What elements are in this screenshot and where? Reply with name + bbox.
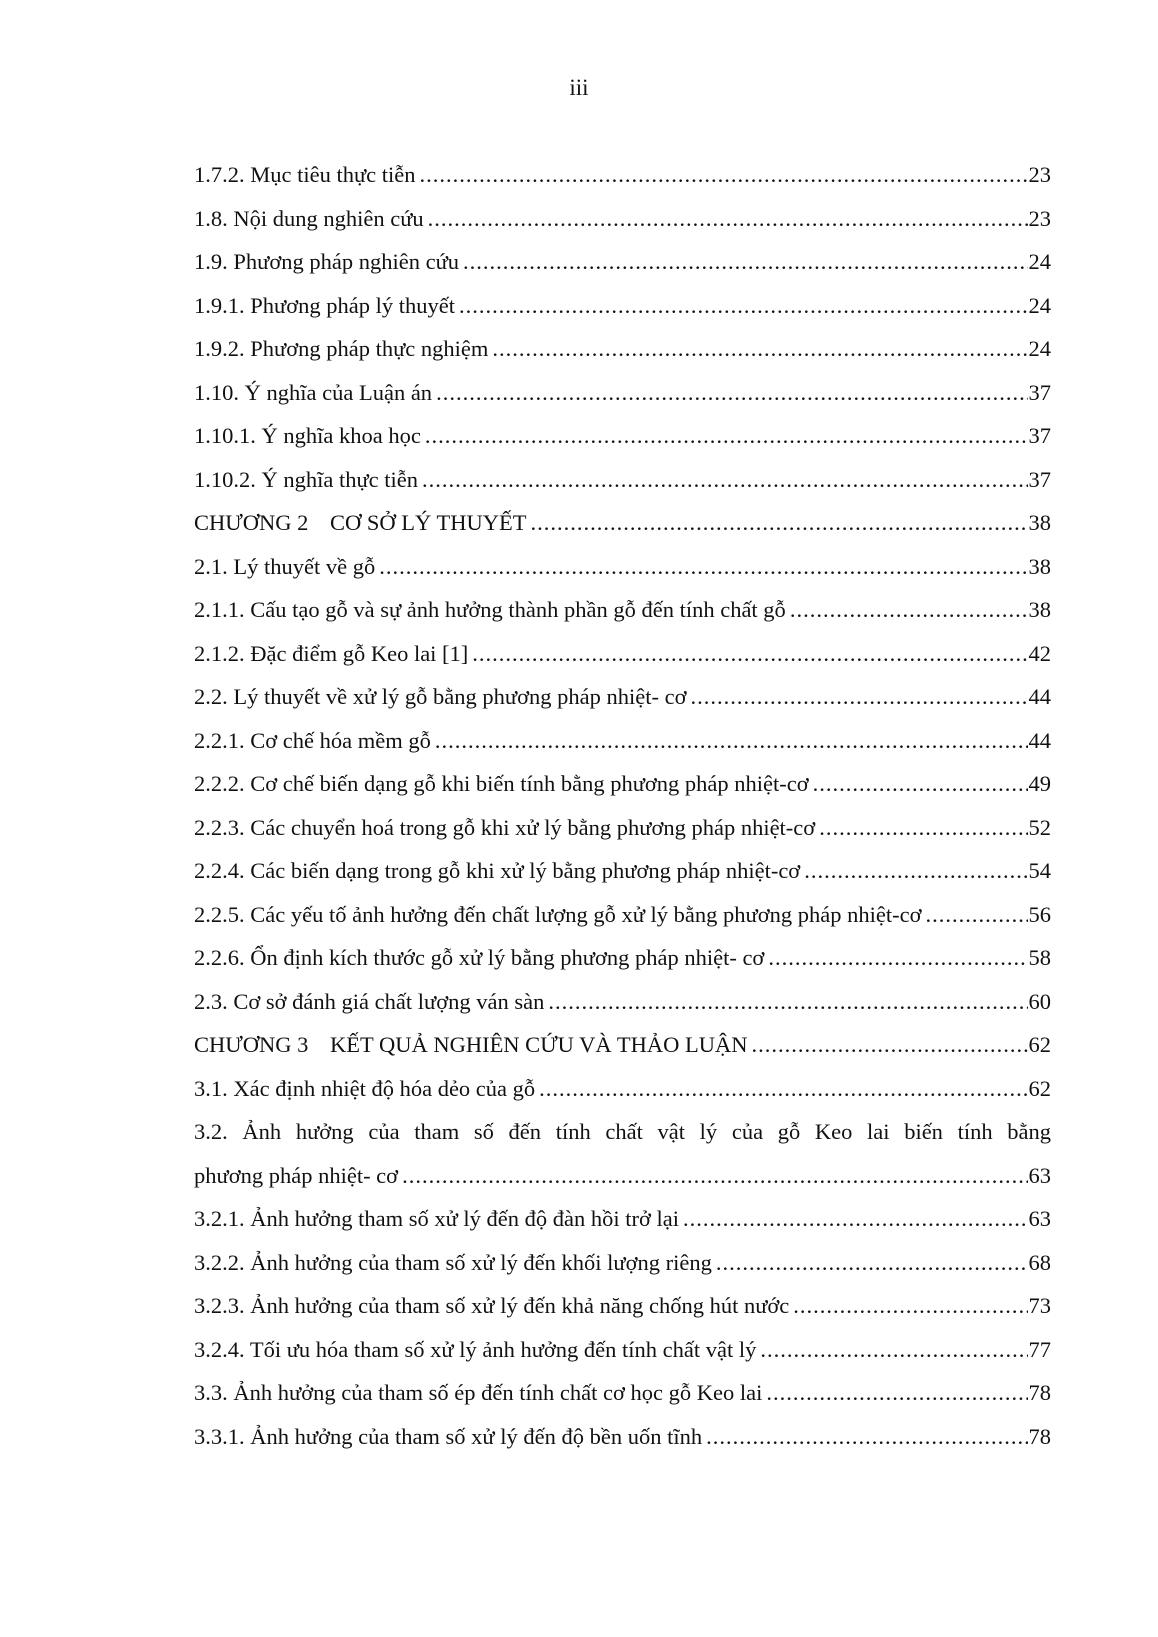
toc-entry-page: 54 <box>1028 858 1051 883</box>
toc-chapter-number: CHƯƠNG 2 <box>194 510 309 535</box>
toc-dot-leader <box>422 458 1027 502</box>
toc-entry-page: 38 <box>1028 553 1051 579</box>
toc-dot-leader <box>492 327 1027 371</box>
toc-entry-label: 3.3. Ảnh hưởng của tham số ép đến tính chất cơ học gỗ Keo lai <box>194 1380 763 1405</box>
toc-entry-page: 52 <box>1028 814 1051 840</box>
toc-entry-page: 77 <box>1028 1336 1051 1362</box>
toc-entry <box>194 414 1051 458</box>
toc-entry <box>194 197 1051 241</box>
toc-entry-page: 63 <box>1028 1206 1051 1231</box>
toc-entry-page: 78 <box>1028 1380 1051 1405</box>
toc-entry-label: 3.2.2. Ảnh hưởng của tham số xử lý đến khối lượng riêng <box>194 1249 712 1275</box>
toc-entry <box>194 371 1051 415</box>
toc-entry-label: 1.10. Ý nghĩa của Luận án <box>194 379 433 405</box>
toc-entry-page: 73 <box>1028 1293 1051 1318</box>
toc-entry <box>194 936 1051 980</box>
toc-entry-label: phương pháp nhiệt- cơ <box>194 1162 399 1188</box>
toc-entry-page: 62 <box>1028 1075 1051 1101</box>
toc-dot-leader <box>379 545 1027 589</box>
toc-chapter-number: CHƯƠNG 3 <box>194 1032 309 1057</box>
toc-entry-label: 2.2.3. Các chuyển hoá trong gỗ khi xử lý bằng phương pháp nhiệt-cơ <box>194 814 816 840</box>
toc-entry-label: 2.1.2. Đặc điểm gỗ Keo lai [1] <box>194 640 469 666</box>
toc-entry-label: 1.10.2. Ý nghĩa thực tiễn <box>194 466 419 492</box>
toc-entry-label: 2.2.4. Các biến dạng trong gỗ khi xử lý bằng phương pháp nhiệt-cơ <box>194 858 801 883</box>
toc-entry-label: 1.10.1. Ý nghĩa khoa học <box>194 423 421 448</box>
toc-chapter-heading <box>194 501 526 545</box>
toc-entry-page: 37 <box>1028 423 1051 448</box>
toc-entry <box>194 719 1051 763</box>
toc-dot-leader <box>420 153 1028 197</box>
toc-dot-leader <box>436 371 1027 415</box>
toc-entry <box>194 1415 1051 1459</box>
toc-entry-page: 44 <box>1028 684 1051 709</box>
table-of-contents <box>194 153 1051 1458</box>
toc-dot-leader <box>463 240 1027 284</box>
toc-entry-label: 2.2.2. Cơ chế biến dạng gỗ khi biến tính bằng phương pháp nhiệt-cơ <box>194 771 809 796</box>
toc-entry-page: 37 <box>1028 466 1051 492</box>
toc-dot-leader <box>690 675 1027 719</box>
toc-entry <box>194 1241 1051 1285</box>
toc-entry-page: 42 <box>1028 640 1051 666</box>
toc-dot-leader <box>819 806 1027 850</box>
toc-entry <box>194 632 1051 676</box>
toc-entry <box>194 849 1051 893</box>
toc-dot-leader <box>428 197 1028 241</box>
toc-entry <box>194 1328 1051 1372</box>
toc-dot-leader <box>548 980 1027 1024</box>
toc-entry-label: 2.1.1. Cấu tạo gỗ và sự ảnh hưởng thành phần gỗ đến tính chất gỗ <box>194 597 786 622</box>
toc-chapter-entry <box>194 1023 1051 1067</box>
toc-entry-label: 3.2.4. Tối ưu hóa tham số xử lý ảnh hưởng đến tính chất vật lý <box>194 1336 757 1362</box>
toc-dot-leader <box>760 1328 1027 1372</box>
toc-dot-leader <box>472 632 1027 676</box>
toc-entry-page: 58 <box>1028 945 1051 970</box>
toc-dot-leader <box>766 1371 1027 1415</box>
toc-entry-page: 23 <box>1028 162 1051 187</box>
toc-entry <box>194 1284 1051 1328</box>
toc-entry <box>194 240 1051 284</box>
toc-chapter-title: CƠ SỞ LÝ THUYẾT <box>330 510 527 535</box>
toc-entry-page: 24 <box>1028 292 1051 318</box>
toc-entry-label: 1.8. Nội dung nghiên cứu <box>194 205 424 231</box>
toc-dot-leader <box>716 1241 1028 1285</box>
toc-entry <box>194 1197 1051 1241</box>
toc-entry-page: 24 <box>1028 249 1051 274</box>
toc-chapter-heading <box>194 1023 747 1067</box>
toc-dot-leader <box>425 414 1028 458</box>
toc-entry-label: 2.2. Lý thuyết về xử lý gỗ bằng phương pháp nhiệt- cơ <box>194 684 687 709</box>
toc-entry-label: 2.2.5. Các yếu tố ảnh hưởng đến chất lượng gỗ xử lý bằng phương pháp nhiệt-cơ <box>194 901 922 927</box>
toc-dot-leader <box>813 762 1028 806</box>
toc-dot-leader <box>793 1284 1027 1328</box>
toc-entry-page: 23 <box>1028 205 1051 231</box>
page-number: iii <box>569 75 589 100</box>
toc-dot-leader <box>683 1197 1027 1241</box>
toc-entry-label: 1.9. Phương pháp nghiên cứu <box>194 249 460 274</box>
toc-dot-leader <box>925 893 1027 937</box>
toc-entry-label: 1.9.2. Phương pháp thực nghiệm <box>194 336 489 361</box>
toc-entry-label: 1.7.2. Mục tiêu thực tiễn <box>194 162 416 187</box>
toc-dot-leader <box>768 936 1027 980</box>
toc-dot-leader <box>402 1154 1027 1198</box>
toc-entry <box>194 458 1051 502</box>
toc-entry <box>194 1154 1051 1198</box>
toc-entry-label: 2.2.1. Cơ chế hóa mềm gỗ <box>194 727 431 753</box>
toc-entry <box>194 893 1051 937</box>
toc-entry-page: 44 <box>1028 727 1051 753</box>
toc-entry-page: 63 <box>1028 1162 1051 1188</box>
toc-entry-page: 62 <box>1028 1032 1051 1057</box>
toc-dot-leader <box>459 284 1028 328</box>
toc-entry <box>194 806 1051 850</box>
toc-dot-leader <box>435 719 1028 763</box>
toc-dot-leader <box>804 849 1027 893</box>
toc-chapter-entry <box>194 501 1051 545</box>
toc-entry <box>194 762 1051 806</box>
toc-dot-leader <box>539 1067 1027 1111</box>
toc-entry-label: 3.1. Xác định nhiệt độ hóa dẻo của gỗ <box>194 1075 536 1101</box>
toc-entry-page: 38 <box>1028 510 1051 535</box>
toc-entry <box>194 1371 1051 1415</box>
toc-entry-label: 3.2.1. Ảnh hưởng tham số xử lý đến độ đàn hồi trở lại <box>194 1206 680 1231</box>
toc-entry-page: 78 <box>1028 1423 1051 1449</box>
toc-entry-page: 37 <box>1028 379 1051 405</box>
toc-entry <box>194 153 1051 197</box>
toc-entry-page: 24 <box>1028 336 1051 361</box>
toc-entry <box>194 545 1051 589</box>
toc-entry-page: 60 <box>1028 988 1051 1014</box>
toc-entry <box>194 284 1051 328</box>
toc-entry-page: 68 <box>1028 1249 1051 1275</box>
toc-entry-label: 3.3.1. Ảnh hưởng của tham số xử lý đến độ bền uốn tĩnh <box>194 1423 703 1449</box>
toc-entry-label: 3.2.3. Ảnh hưởng của tham số xử lý đến khả năng chống hút nước <box>194 1293 790 1318</box>
toc-dot-leader <box>530 501 1027 545</box>
toc-entry-label: 1.9.1. Phương pháp lý thuyết <box>194 292 455 318</box>
toc-entry <box>194 980 1051 1024</box>
toc-dot-leader <box>706 1415 1027 1459</box>
toc-chapter-title: KẾT QUẢ NGHIÊN CỨU VÀ THẢO LUẬN <box>330 1032 748 1057</box>
toc-entry-page: 56 <box>1028 901 1051 927</box>
toc-entry <box>194 588 1051 632</box>
toc-entry <box>194 675 1051 719</box>
toc-entry-label: 2.1. Lý thuyết về gỗ <box>194 553 376 579</box>
toc-entry <box>194 1067 1051 1111</box>
toc-entry-first-line: 3.2. Ảnh hưởng của tham số đến tính chất vật lý của gỗ Keo lai biến tính bằng <box>194 1119 1051 1144</box>
toc-entry-label: 2.3. Cơ sở đánh giá chất lượng ván sàn <box>194 988 545 1014</box>
toc-entry-page: 38 <box>1028 597 1051 622</box>
toc-dot-leader <box>751 1023 1027 1067</box>
toc-entry-label: 2.2.6. Ổn định kích thước gỗ xử lý bằng phương pháp nhiệt- cơ <box>194 945 765 970</box>
toc-entry-page: 49 <box>1028 771 1051 796</box>
toc-dot-leader <box>790 588 1028 632</box>
toc-entry <box>194 327 1051 371</box>
